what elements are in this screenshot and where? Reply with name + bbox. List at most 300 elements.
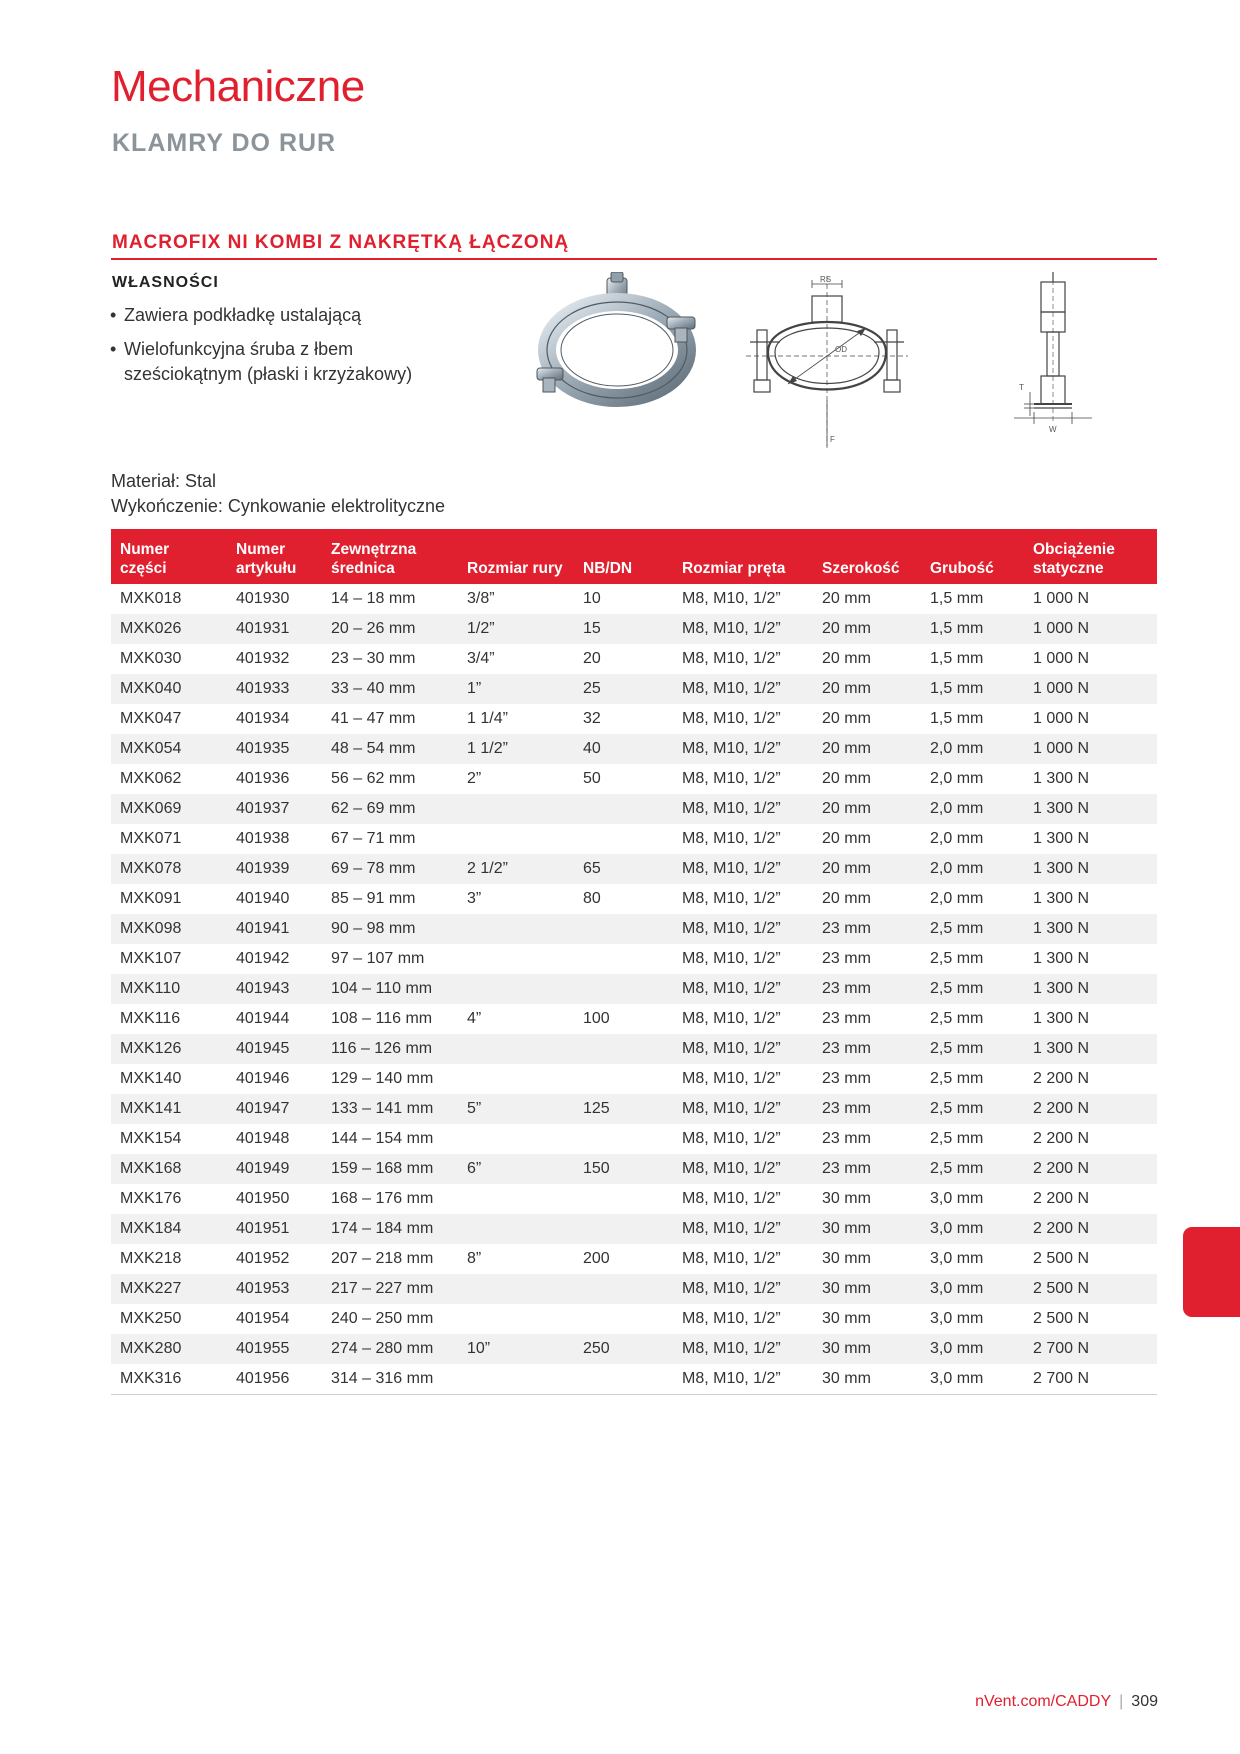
table-cell: 62 – 69 mm (322, 794, 458, 824)
table-cell: 401936 (236, 770, 290, 787)
table-cell: 23 mm (822, 1070, 871, 1087)
table-cell: 20 mm (822, 590, 871, 607)
table-cell: M8, M10, 1/2” (673, 1154, 813, 1184)
column-header-line: Szerokość (822, 560, 900, 577)
table-cell: 40 (574, 734, 673, 764)
table-cell: 25 (574, 674, 673, 704)
table-cell: 23 mm (813, 914, 921, 944)
table-cell: MXK091 (120, 890, 182, 907)
feature-item (110, 337, 450, 387)
table-cell (458, 1274, 574, 1304)
table-cell: 2 200 N (1033, 1070, 1090, 1087)
table-cell: 20 mm (822, 710, 871, 727)
table-cell: 401935 (227, 734, 322, 764)
table-cell (458, 1124, 574, 1154)
table-cell: 2,5 mm (930, 1130, 984, 1147)
table-row (111, 974, 1157, 1004)
table-row (111, 1094, 1157, 1124)
column-header-line: Rozmiar rury (467, 560, 563, 577)
table-cell (458, 974, 574, 1004)
table-cell: 30 mm (813, 1364, 921, 1395)
table-cell: 15 (574, 614, 673, 644)
table-cell: 401939 (227, 854, 322, 884)
table-cell: MXK141 (111, 1094, 227, 1124)
column-header (813, 529, 921, 584)
table-cell (574, 1034, 673, 1064)
column-header-line: Zewnętrzna (331, 541, 417, 558)
table-row (111, 944, 1157, 974)
table-cell (574, 1124, 673, 1154)
table-cell (458, 824, 574, 854)
table-cell: MXK154 (120, 1130, 182, 1147)
column-header-line: średnica (331, 560, 395, 577)
table-cell: 1 000 N (1033, 710, 1090, 727)
table-cell: 20 mm (822, 830, 871, 847)
feature-text: Zawiera podkładkę ustalającą (124, 305, 362, 325)
table-cell: 3,0 mm (921, 1364, 1024, 1395)
table-cell (574, 824, 673, 854)
table-cell: 2 500 N (1024, 1274, 1157, 1304)
t-label: T (1019, 383, 1024, 392)
table-cell: 3/8” (467, 590, 495, 607)
table-cell: M8, M10, 1/2” (682, 1130, 781, 1147)
clamp-side-drawing-icon (1010, 272, 1100, 442)
table-cell (574, 794, 673, 824)
table-cell: MXK316 (111, 1364, 227, 1395)
table-cell: MXK280 (111, 1334, 227, 1364)
table-cell: 1 1/4” (467, 710, 508, 727)
table-row (111, 824, 1157, 854)
table-row (111, 1034, 1157, 1064)
rs-label: RS (820, 275, 832, 284)
table-cell: 2,0 mm (930, 770, 984, 787)
table-cell: 20 mm (813, 854, 921, 884)
table-row (111, 1154, 1157, 1184)
table-cell (458, 1034, 574, 1064)
table-cell: 1 300 N (1024, 914, 1157, 944)
table-cell: 14 – 18 mm (331, 590, 416, 607)
table-cell: 1,5 mm (930, 590, 984, 607)
feature-list (110, 303, 450, 396)
table-cell: M8, M10, 1/2” (682, 1310, 781, 1327)
table-cell: 174 – 184 mm (322, 1214, 458, 1244)
table-cell: 274 – 280 mm (322, 1334, 458, 1364)
table-cell: 20 (583, 650, 601, 667)
table-cell: MXK047 (120, 710, 182, 727)
column-header-line: NB/DN (583, 560, 633, 577)
table-cell: 401933 (227, 674, 322, 704)
table-cell: 401951 (227, 1214, 322, 1244)
table-cell: M8, M10, 1/2” (673, 794, 813, 824)
column-header-line: Rozmiar pręta (682, 560, 786, 577)
table-cell: 1 300 N (1024, 1034, 1157, 1064)
table-cell: 207 – 218 mm (331, 1250, 434, 1267)
table-cell: 401948 (236, 1130, 290, 1147)
table-cell: 3,0 mm (930, 1310, 984, 1327)
table-cell: 2 500 N (1033, 1310, 1090, 1327)
table-cell (574, 1304, 673, 1334)
f-label: F (830, 435, 835, 444)
clamp-front-drawing-icon (740, 272, 915, 452)
table-cell: 200 (583, 1250, 610, 1267)
table-cell: 401942 (236, 950, 290, 967)
table-cell: 116 – 126 mm (322, 1034, 458, 1064)
table-cell: M8, M10, 1/2” (682, 590, 781, 607)
table-cell: 401931 (227, 614, 322, 644)
table-cell: 401941 (227, 914, 322, 944)
column-header (111, 529, 227, 584)
page-title: Mechaniczne (111, 62, 365, 111)
table-row (111, 1064, 1157, 1094)
table-cell: 41 – 47 mm (331, 710, 416, 727)
table-cell: 2” (467, 770, 482, 787)
table-row (111, 884, 1157, 914)
table-row (111, 1274, 1157, 1304)
table-cell: 2,0 mm (930, 830, 984, 847)
table-cell (574, 1364, 673, 1395)
table-cell: M8, M10, 1/2” (673, 1274, 813, 1304)
table-cell: 30 mm (813, 1214, 921, 1244)
table-cell: 1 1/2” (458, 734, 574, 764)
table-row (111, 1184, 1157, 1214)
table-cell: 2,5 mm (921, 1094, 1024, 1124)
table-cell: 150 (574, 1154, 673, 1184)
table-cell: M8, M10, 1/2” (682, 830, 781, 847)
table-cell: 3,0 mm (921, 1214, 1024, 1244)
table-cell: 314 – 316 mm (322, 1364, 458, 1395)
spec-table (111, 529, 1157, 1395)
table-cell: 108 – 116 mm (331, 1010, 433, 1027)
table-cell: 80 (583, 890, 601, 907)
table-cell: MXK176 (120, 1190, 182, 1207)
table-cell: 3” (467, 890, 482, 907)
clamp-photo-icon (525, 272, 710, 412)
table-cell: 401930 (236, 590, 290, 607)
table-cell: 1 000 N (1024, 734, 1157, 764)
table-row (111, 1004, 1157, 1034)
table-cell (458, 914, 574, 944)
table-cell: MXK078 (111, 854, 227, 884)
table-row (111, 794, 1157, 824)
table-cell: 23 mm (813, 974, 921, 1004)
table-cell: 2 200 N (1024, 1094, 1157, 1124)
table-row (111, 704, 1157, 734)
table-cell: 90 – 98 mm (322, 914, 458, 944)
table-cell: 2,0 mm (921, 854, 1024, 884)
table-cell: 30 mm (822, 1190, 871, 1207)
table-row (111, 1214, 1157, 1244)
table-cell: 2,0 mm (921, 794, 1024, 824)
table-cell: MXK040 (111, 674, 227, 704)
table-cell: 100 (583, 1010, 610, 1027)
table-cell: 401955 (227, 1334, 322, 1364)
section-title: MACROFIX NI KOMBI Z NAKRĘTKĄ ŁĄCZONĄ (112, 232, 570, 253)
table-row (111, 584, 1157, 614)
table-cell: M8, M10, 1/2” (682, 1070, 781, 1087)
table-cell: MXK218 (120, 1250, 182, 1267)
table-cell: 401937 (227, 794, 322, 824)
column-header (673, 529, 813, 584)
table-cell: 20 mm (822, 770, 871, 787)
table-cell: 401945 (227, 1034, 322, 1064)
table-cell: 401954 (236, 1310, 290, 1327)
table-cell: 3,0 mm (930, 1190, 984, 1207)
feature-text: Wielofunkcyjna śruba z łbem sześciokątnym (płaski i krzyżakowy) (124, 339, 413, 384)
table-cell: 125 (574, 1094, 673, 1124)
table-cell: MXK062 (120, 770, 182, 787)
table-cell: 401932 (236, 650, 290, 667)
column-header-line: Numer (236, 541, 286, 558)
table-cell: 20 mm (822, 650, 871, 667)
table-cell: 10” (458, 1334, 574, 1364)
table-cell: 23 mm (822, 1010, 871, 1027)
table-cell: M8, M10, 1/2” (673, 1364, 813, 1395)
table-cell: M8, M10, 1/2” (682, 1250, 781, 1267)
table-row (111, 674, 1157, 704)
table-cell: 23 mm (822, 1130, 871, 1147)
table-cell: 1 300 N (1024, 854, 1157, 884)
table-cell: MXK227 (111, 1274, 227, 1304)
column-header-line: Grubość (930, 560, 994, 577)
table-body (111, 584, 1157, 1395)
table-cell (574, 1184, 673, 1214)
table-row (111, 734, 1157, 764)
table-cell: MXK168 (111, 1154, 227, 1184)
table-cell: M8, M10, 1/2” (682, 1010, 781, 1027)
table-cell: 5” (458, 1094, 574, 1124)
bullet-icon: • (110, 305, 117, 325)
table-cell: 401940 (236, 890, 290, 907)
table-cell: MXK107 (120, 950, 182, 967)
footer-brand-link[interactable]: nVent.com/CADDY (975, 1693, 1112, 1710)
table-cell (574, 974, 673, 1004)
table-cell: 401949 (227, 1154, 322, 1184)
material-info (111, 469, 445, 519)
table-cell (574, 914, 673, 944)
table-cell: 217 – 227 mm (322, 1274, 458, 1304)
footer-separator: | (1119, 1693, 1124, 1710)
table-cell: 30 mm (822, 1250, 871, 1267)
table-cell: M8, M10, 1/2” (673, 734, 813, 764)
table-cell: 20 mm (813, 794, 921, 824)
table-row (111, 1334, 1157, 1364)
table-cell: MXK054 (111, 734, 227, 764)
table-cell: 240 – 250 mm (331, 1310, 434, 1327)
table-cell: 3/4” (467, 650, 495, 667)
table-cell: M8, M10, 1/2” (673, 674, 813, 704)
column-header (458, 529, 574, 584)
table-cell: 2 200 N (1033, 1130, 1090, 1147)
table-cell: 3,0 mm (921, 1274, 1024, 1304)
table-cell: M8, M10, 1/2” (673, 854, 813, 884)
table-row (111, 1124, 1157, 1154)
table-cell: 2 500 N (1033, 1250, 1090, 1267)
table-cell (574, 1274, 673, 1304)
table-cell (458, 1184, 574, 1214)
table-cell: 2 700 N (1024, 1334, 1157, 1364)
table-cell: 144 – 154 mm (331, 1130, 434, 1147)
table-cell: M8, M10, 1/2” (682, 890, 781, 907)
table-cell: 401944 (236, 1010, 290, 1027)
table-cell: 30 mm (813, 1334, 921, 1364)
column-header (227, 529, 322, 584)
table-row (111, 854, 1157, 884)
table-cell: 250 (574, 1334, 673, 1364)
table-cell: 32 (583, 710, 601, 727)
table-row (111, 764, 1157, 794)
table-cell: 85 – 91 mm (331, 890, 416, 907)
table-row (111, 1244, 1157, 1274)
table-cell: 1 300 N (1024, 974, 1157, 1004)
table-cell: 401946 (236, 1070, 290, 1087)
table-cell: 2,0 mm (930, 890, 984, 907)
table-cell: 104 – 110 mm (322, 974, 458, 1004)
table-cell: 67 – 71 mm (331, 830, 416, 847)
table-cell: 2,5 mm (921, 914, 1024, 944)
table-cell: MXK030 (120, 650, 182, 667)
table-row (111, 1304, 1157, 1334)
table-cell: 20 mm (813, 614, 921, 644)
table-cell: 401953 (227, 1274, 322, 1304)
table-cell: 3,0 mm (930, 1250, 984, 1267)
table-cell: 2 200 N (1024, 1154, 1157, 1184)
table-cell (458, 794, 574, 824)
table-cell: 1,5 mm (921, 614, 1024, 644)
table-cell: 1 000 N (1024, 614, 1157, 644)
table-cell: 20 mm (813, 734, 921, 764)
table-cell: 48 – 54 mm (322, 734, 458, 764)
table-cell: 56 – 62 mm (331, 770, 416, 787)
table-cell: MXK126 (111, 1034, 227, 1064)
table-cell: MXK018 (120, 590, 182, 607)
table-row (111, 1364, 1157, 1395)
table-cell: 1 300 N (1033, 950, 1090, 967)
table-cell: 20 mm (813, 674, 921, 704)
table-cell: 1 000 N (1024, 674, 1157, 704)
table-cell: M8, M10, 1/2” (682, 950, 781, 967)
table-cell: MXK071 (120, 830, 182, 847)
finish-line: Wykończenie: Cynkowanie elektrolityczne (111, 496, 445, 516)
table-cell: M8, M10, 1/2” (673, 974, 813, 1004)
bullet-icon: • (110, 339, 117, 359)
table-row (111, 914, 1157, 944)
table-cell: 69 – 78 mm (322, 854, 458, 884)
table-cell: 401943 (227, 974, 322, 1004)
table-cell: 1,5 mm (930, 650, 984, 667)
table-cell: 6” (458, 1154, 574, 1184)
page-footer (975, 1693, 1158, 1711)
column-header (574, 529, 673, 584)
table-cell: M8, M10, 1/2” (682, 710, 781, 727)
table-cell: 20 – 26 mm (322, 614, 458, 644)
table-cell: 3,0 mm (921, 1334, 1024, 1364)
page-number: 309 (1131, 1693, 1158, 1710)
table-cell: MXK098 (111, 914, 227, 944)
table-cell: 10 (583, 590, 601, 607)
table-cell (574, 944, 673, 974)
table-cell: 2,0 mm (921, 734, 1024, 764)
table-cell: 159 – 168 mm (322, 1154, 458, 1184)
table-cell (458, 1064, 574, 1094)
table-cell: 1 000 N (1033, 590, 1090, 607)
table-cell: 2,5 mm (930, 950, 984, 967)
table-cell: 2 700 N (1024, 1364, 1157, 1395)
table-cell (574, 1214, 673, 1244)
table-row (111, 614, 1157, 644)
table-cell (574, 1064, 673, 1094)
w-label: W (1049, 425, 1057, 434)
table-cell: 401938 (236, 830, 290, 847)
table-header (111, 529, 1157, 584)
table-cell: MXK140 (120, 1070, 182, 1087)
table-cell (458, 1364, 574, 1395)
table-cell: 129 – 140 mm (331, 1070, 434, 1087)
table-cell: 401934 (236, 710, 290, 727)
table-cell: 30 mm (822, 1310, 871, 1327)
material-line: Materiał: Stal (111, 471, 217, 491)
table-cell: MXK250 (120, 1310, 182, 1327)
table-cell: M8, M10, 1/2” (673, 914, 813, 944)
table-cell: 2,5 mm (921, 1034, 1024, 1064)
table-cell: 1,5 mm (921, 674, 1024, 704)
table-cell: 1/2” (458, 614, 574, 644)
table-cell: M8, M10, 1/2” (682, 1190, 781, 1207)
table-cell: MXK116 (120, 1010, 181, 1027)
table-cell: 23 mm (813, 1094, 921, 1124)
table-cell: 30 mm (813, 1274, 921, 1304)
od-label: OD (835, 345, 847, 354)
table-cell: M8, M10, 1/2” (673, 1334, 813, 1364)
column-header-line: Obciążenie (1033, 541, 1115, 558)
column-header-line: części (120, 560, 167, 577)
column-header (1024, 529, 1157, 584)
table-cell: 23 mm (813, 1034, 921, 1064)
table-cell: 1 300 N (1033, 1010, 1090, 1027)
table-cell: MXK069 (111, 794, 227, 824)
table-cell (458, 944, 574, 974)
properties-heading: WŁASNOŚCI (112, 274, 219, 291)
table-cell: 2,5 mm (921, 974, 1024, 1004)
table-cell: 1 300 N (1033, 830, 1090, 847)
table-cell: 2,5 mm (930, 1070, 984, 1087)
page-subtitle: KLAMRY DO RUR (112, 129, 337, 157)
feature-item (110, 303, 450, 328)
table-row (111, 644, 1157, 674)
table-cell: 8” (467, 1250, 482, 1267)
table-cell: 1,5 mm (930, 710, 984, 727)
table-cell: M8, M10, 1/2” (682, 770, 781, 787)
column-header (322, 529, 458, 584)
table-cell: 1” (458, 674, 574, 704)
table-cell: M8, M10, 1/2” (673, 614, 813, 644)
table-cell: MXK026 (111, 614, 227, 644)
table-cell: 2,5 mm (921, 1154, 1024, 1184)
table-cell: 401956 (227, 1364, 322, 1395)
table-cell: 401950 (236, 1190, 290, 1207)
section-divider (111, 258, 1157, 260)
table-cell: 2 200 N (1033, 1190, 1090, 1207)
table-cell: 2 200 N (1024, 1214, 1157, 1244)
table-cell: 23 mm (822, 950, 871, 967)
table-cell (458, 1304, 574, 1334)
column-header (921, 529, 1024, 584)
table-cell: 2 1/2” (458, 854, 574, 884)
table-cell: 50 (583, 770, 601, 787)
table-cell: M8, M10, 1/2” (682, 650, 781, 667)
column-header-line: artykułu (236, 560, 297, 577)
table-cell: 1 000 N (1033, 650, 1090, 667)
table-cell: 1 300 N (1033, 890, 1090, 907)
